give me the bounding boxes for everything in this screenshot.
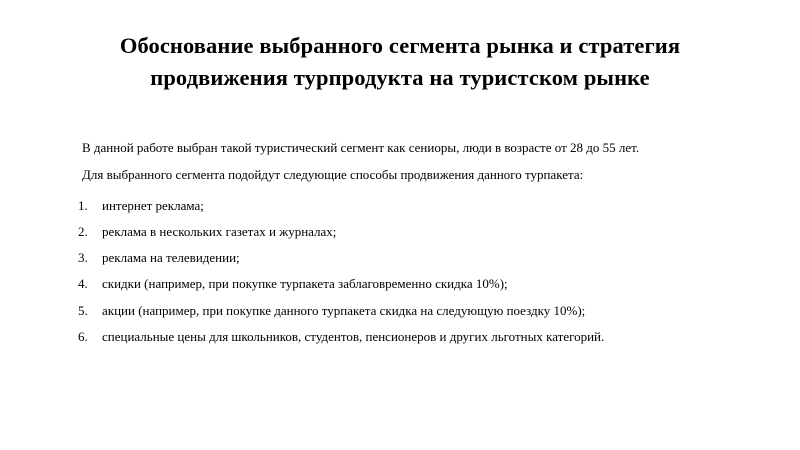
list-item-text: реклама в нескольких газетах и журналах;: [102, 224, 337, 239]
list-item-text: скидки (например, при покупке турпакета заблаговременно скидка 10%);: [102, 276, 508, 291]
title-line-1: Обоснование выбранного сегмента рынка и стратегия: [119, 33, 681, 58]
list-item-number: 3.: [78, 250, 88, 265]
methods-paragraph: Для выбранного сегмента подойдут следующие способы продвижения данного турпакета:: [82, 167, 584, 182]
list-item-text: интернет реклама;: [102, 198, 204, 213]
list-item-text: реклама на телевидении;: [102, 250, 240, 265]
list-item-number: 2.: [78, 224, 88, 239]
list-item-number: 5.: [78, 303, 88, 318]
intro-paragraph: В данной работе выбран такой туристический сегмент как сениоры, люди в возрасте от 28 до 55 лет.: [82, 140, 640, 155]
list-item-text: акции (например, при покупке данного турпакета скидка на следующую поездку 10%);: [102, 303, 586, 318]
list-item-text: специальные цены для школьников, студентов, пенсионеров и других льготных категорий.: [102, 329, 605, 344]
list-item-number: 1.: [78, 198, 88, 213]
list-item-number: 4.: [78, 276, 88, 291]
list-item-number: 6.: [78, 329, 88, 344]
title-line-2: продвижения турпродукта на туристском рынке: [150, 65, 650, 90]
